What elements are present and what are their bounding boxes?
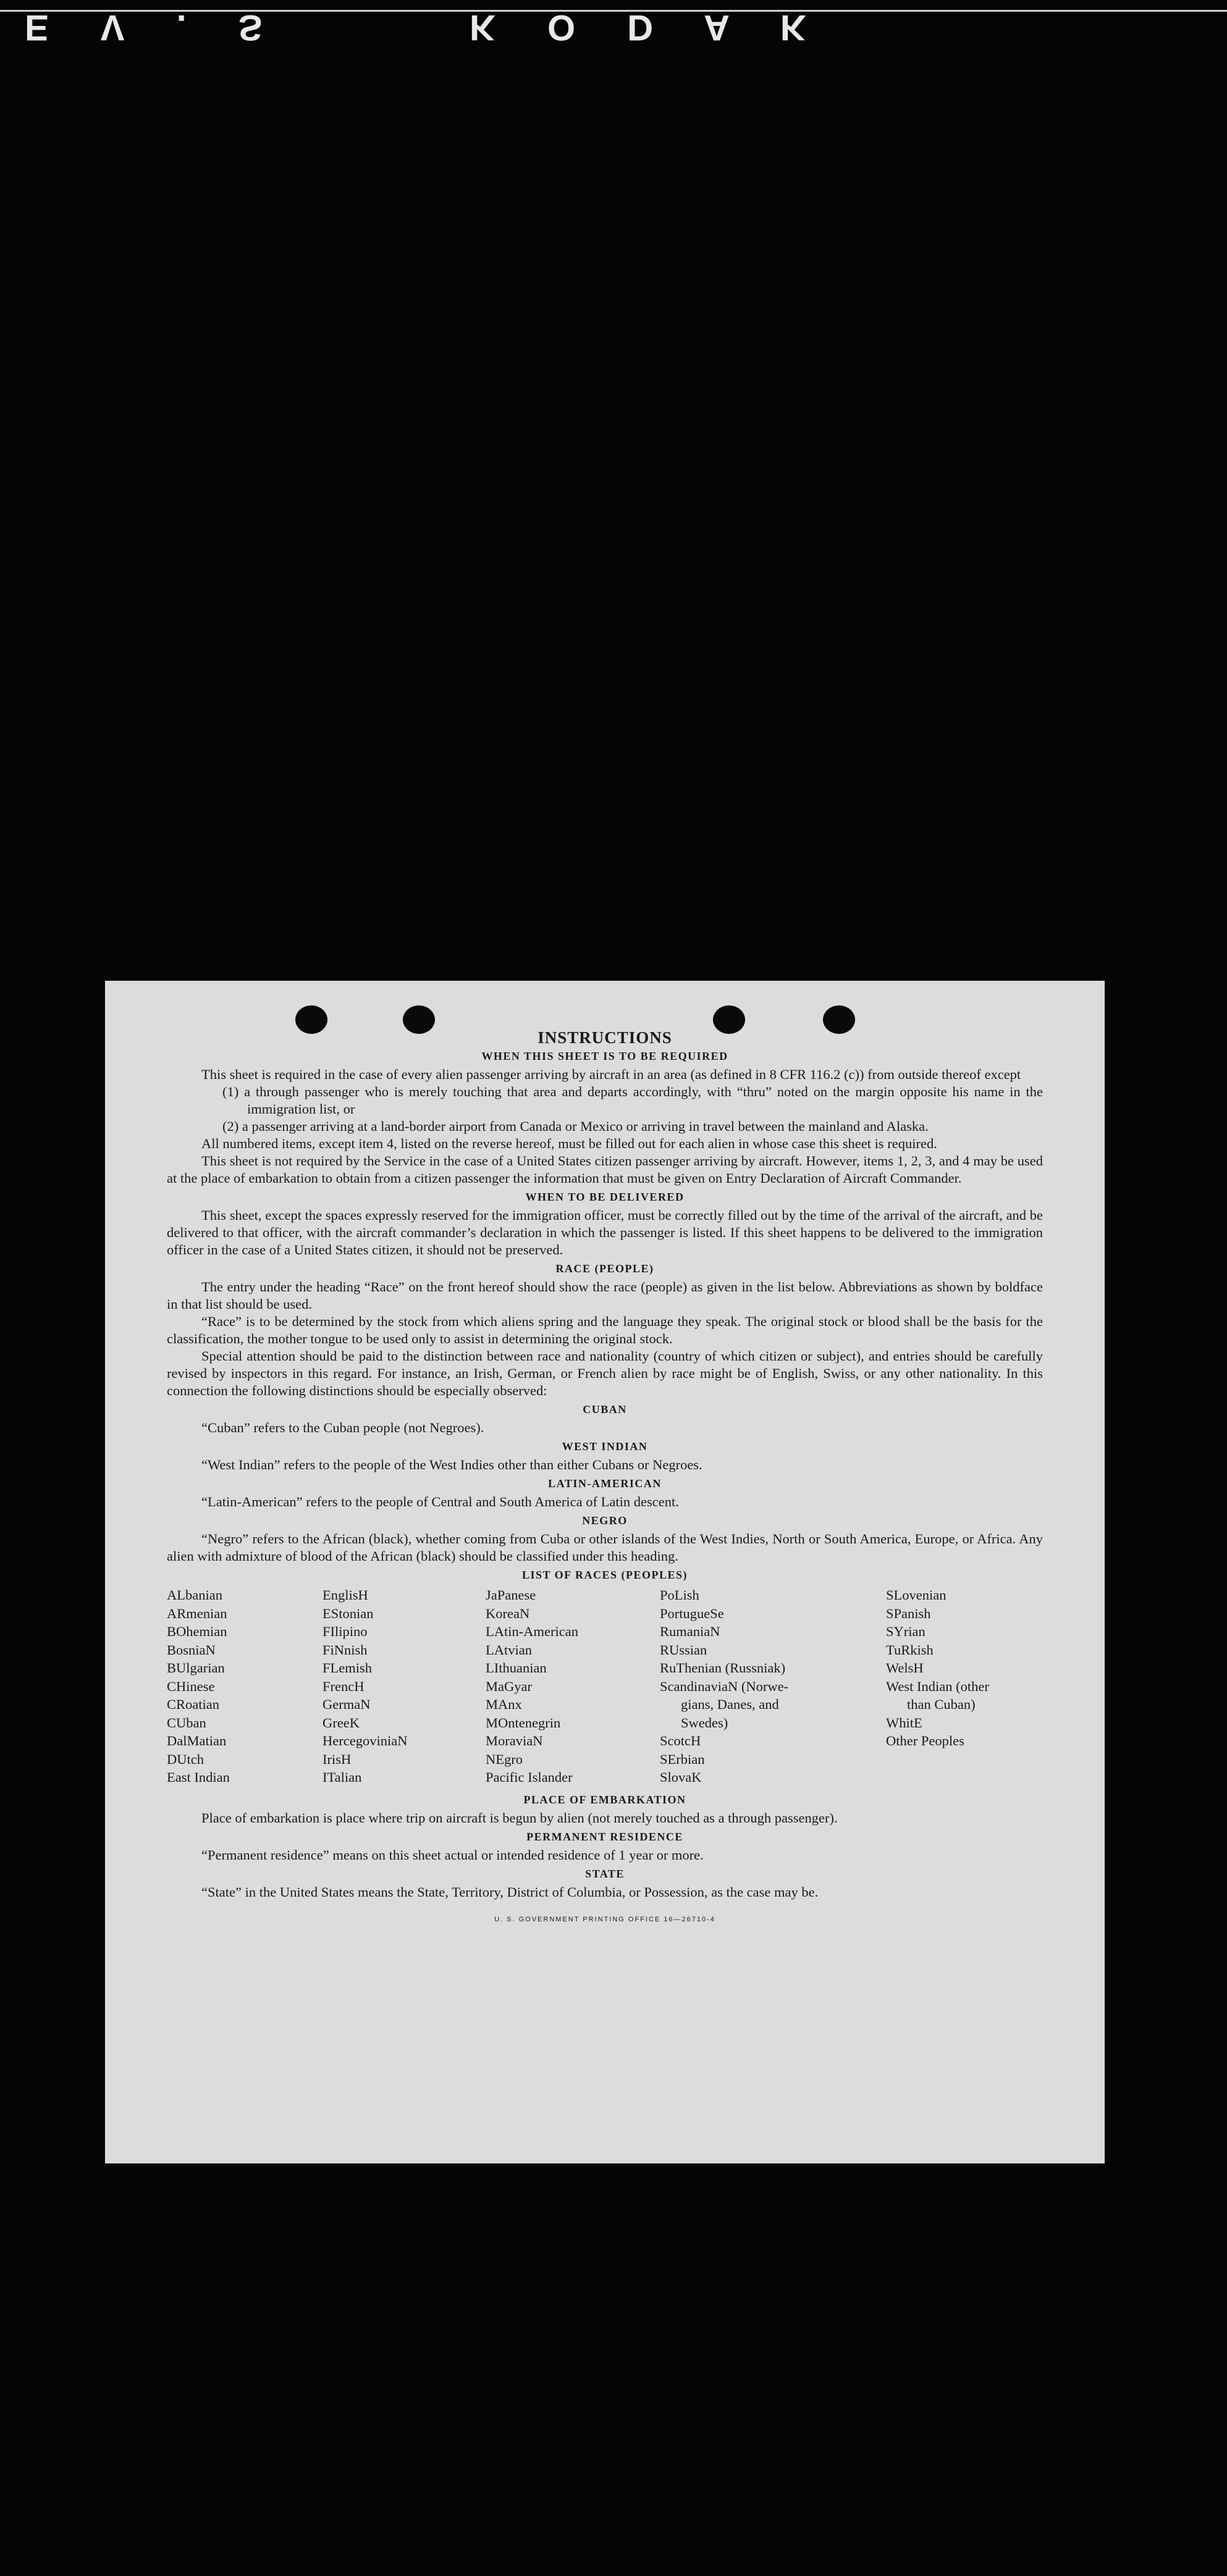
document-page [105, 981, 1105, 2163]
list-item: SPanish [886, 1605, 931, 1621]
list-item: MoraviaN [486, 1733, 543, 1748]
list-item: PortugueSe [660, 1605, 724, 1621]
film-edge-left-text: E V . S [25, 7, 284, 48]
list-item: RuThenian (Russniak) [660, 1660, 786, 1676]
list-item: IrisH [323, 1751, 352, 1767]
document-title: INSTRUCTIONS [538, 1028, 672, 1047]
races-column [323, 1586, 407, 1787]
list-item: CUban [167, 1714, 206, 1731]
section-heading: WHEN TO BE DELIVERED [525, 1191, 685, 1203]
list-item: Pacific Islander [486, 1769, 573, 1785]
list-item: KoreaN [486, 1605, 530, 1621]
list-item: ScandinaviaN (Norwe- [660, 1678, 789, 1694]
section-heading: PERMANENT RESIDENCE [526, 1831, 683, 1843]
list-item: ScotcH [660, 1733, 701, 1748]
races-column [660, 1586, 839, 1787]
paragraph: “West Indian” refers to the people of the West Indies other than either Cubans or Negroes. [201, 1457, 702, 1472]
list-item: FrencH [323, 1678, 365, 1694]
paragraph: The entry under the heading “Race” on the front hereof should show the race (people) as given in the list below. Abbreviations as shown by boldface in that list should be used. [167, 1279, 1043, 1312]
section-heading: CUBAN [583, 1403, 627, 1416]
paragraph: Place of embarkation is place where trip on aircraft is begun by alien (not merely touched as a through passenger). [201, 1810, 838, 1826]
list-item: BosniaN [167, 1642, 216, 1658]
list-item: MAnx [486, 1697, 522, 1712]
list-item: EStonian [323, 1605, 374, 1621]
section-heading: LATIN-AMERICAN [548, 1477, 662, 1490]
list-item: LIthuanian [486, 1660, 547, 1676]
races-column [167, 1586, 230, 1787]
list-item: HercegoviniaN [323, 1733, 408, 1748]
paragraph: “Cuban” refers to the Cuban people (not Negroes). [201, 1420, 484, 1435]
list-item: CHinese [167, 1678, 215, 1694]
paragraph: “Latin-American” refers to the people of Central and South America of Latin descent. [201, 1494, 679, 1509]
paragraph: All numbered items, except item 4, listed on the reverse hereof, must be filled out for each alien in whose case this sheet is required. [201, 1136, 937, 1151]
list-item: RumaniaN [660, 1624, 720, 1639]
list-item: CRoatian [167, 1697, 219, 1712]
list-item: SlovaK [660, 1769, 702, 1785]
list-item: (2) a passenger arriving at a land-border airport from Canada or Mexico or arriving in travel between the mainland and Alaska. [222, 1118, 929, 1134]
list-item: FLemish [323, 1660, 373, 1676]
races-list [167, 1586, 1043, 1790]
list-item: GermaN [323, 1697, 371, 1712]
list-item: MaGyar [486, 1678, 532, 1694]
section-heading: WHEN THIS SHEET IS TO BE REQUIRED [481, 1050, 728, 1062]
list-item: GreeK [323, 1714, 360, 1731]
list-item: WelsH [886, 1660, 924, 1676]
list-item: (1) a through passenger who is merely touching that area and departs accordingly, with “thru” noted on the margin opposite his name in the immigration list, or [222, 1084, 1043, 1117]
section-heading: RACE (PEOPLE) [555, 1262, 654, 1275]
paragraph: Special attention should be paid to the distinction between race and nationality (country of which citizen or subject), and entries should be carefully revised by inspectors in this regard. For instance, an Irish, German, or French alien by race might be of English, Swiss, or any other nationality. In this connection the following distinctions should be especially observed: [167, 1348, 1043, 1398]
races-column [886, 1586, 1047, 1750]
list-item: FIlipino [323, 1624, 368, 1639]
section-heading: WEST INDIAN [562, 1440, 648, 1453]
list-item: RUssian [660, 1642, 707, 1658]
list-item: LAtin-American [486, 1624, 578, 1639]
list-item: ITalian [323, 1769, 362, 1785]
paragraph: This sheet, except the spaces expressly reserved for the immigration officer, must be correctly filled out by the time of the arrival of the aircraft, and be delivered to that officer, with the aircraft commander’s declaration in which the passenger is listed. If this sheet happens to be delivered to the immigration officer in the case of a United States citizen, it should not be preserved. [167, 1207, 1043, 1257]
list-item: NEgro [486, 1751, 523, 1767]
list-item: BUlgarian [167, 1660, 225, 1676]
list-item: DUtch [167, 1751, 204, 1767]
printer-line: U. S. GOVERNMENT PRINTING OFFICE 16—26710-4 [494, 1916, 715, 1923]
races-column [486, 1586, 578, 1787]
paragraph: “Negro” refers to the African (black), whether coming from Cuba or other islands of the West Indies, North or South America, Europe, or Africa. Any alien with admixture of blood of the African (black) should be classified under this heading. [167, 1531, 1043, 1564]
list-item: JaPanese [486, 1587, 536, 1603]
list-item: SErbian [660, 1751, 705, 1767]
section-heading: NEGRO [582, 1514, 628, 1527]
list-item: West Indian (other [886, 1678, 989, 1694]
list-item: gians, Danes, and [681, 1697, 779, 1712]
list-item: ARmenian [167, 1605, 227, 1621]
paragraph: This sheet is required in the case of every alien passenger arriving by aircraft in an area (as defined in 8 CFR 116.2 (c)) from outside thereof except [201, 1067, 1021, 1082]
list-item: Other Peoples [886, 1733, 964, 1748]
list-item: SLovenian [886, 1587, 947, 1603]
paragraph: “Race” is to be determined by the stock from which aliens spring and the language they speak. The original stock or blood shall be the basis for the classification, the mother tongue to be used only to assist in determining the original stock. [167, 1314, 1043, 1346]
list-item: FiNnish [323, 1642, 368, 1658]
list-item: LAtvian [486, 1642, 532, 1658]
list-item: East Indian [167, 1769, 230, 1785]
section-heading: PLACE OF EMBARKATION [523, 1794, 686, 1806]
list-item: BOhemian [167, 1624, 227, 1639]
list-item: Swedes) [681, 1714, 728, 1731]
film-edge-right-text: K O D A K [470, 7, 827, 48]
list-item: SYrian [886, 1624, 926, 1639]
list-item: TuRkish [886, 1642, 934, 1658]
section-heading: LIST OF RACES (PEOPLES) [521, 1569, 688, 1581]
list-item: PoLish [660, 1587, 699, 1603]
section-heading: STATE [585, 1868, 625, 1880]
film-edge-markings [0, 7, 1227, 48]
list-item: DalMatian [167, 1733, 227, 1748]
list-item: WhitE [886, 1714, 922, 1731]
paragraph: “Permanent residence” means on this sheet actual or intended residence of 1 year or more. [201, 1847, 704, 1863]
list-item: than Cuban) [907, 1697, 976, 1712]
document-body [167, 1029, 1043, 1928]
paragraph: This sheet is not required by the Service in the case of a United States citizen passenger arriving by aircraft. However, items 1, 2, 3, and 4 may be used at the place of embarkation to obtain from a citizen passenger the information that must be given on Entry Declaration of Aircraft Commander. [167, 1153, 1043, 1186]
list-item: ALbanian [167, 1587, 222, 1603]
list-item: EnglisH [323, 1587, 368, 1603]
paragraph: “State” in the United States means the State, Territory, District of Columbia, or Possession, as the case may be. [201, 1884, 819, 1900]
list-item: MOntenegrin [486, 1714, 561, 1731]
